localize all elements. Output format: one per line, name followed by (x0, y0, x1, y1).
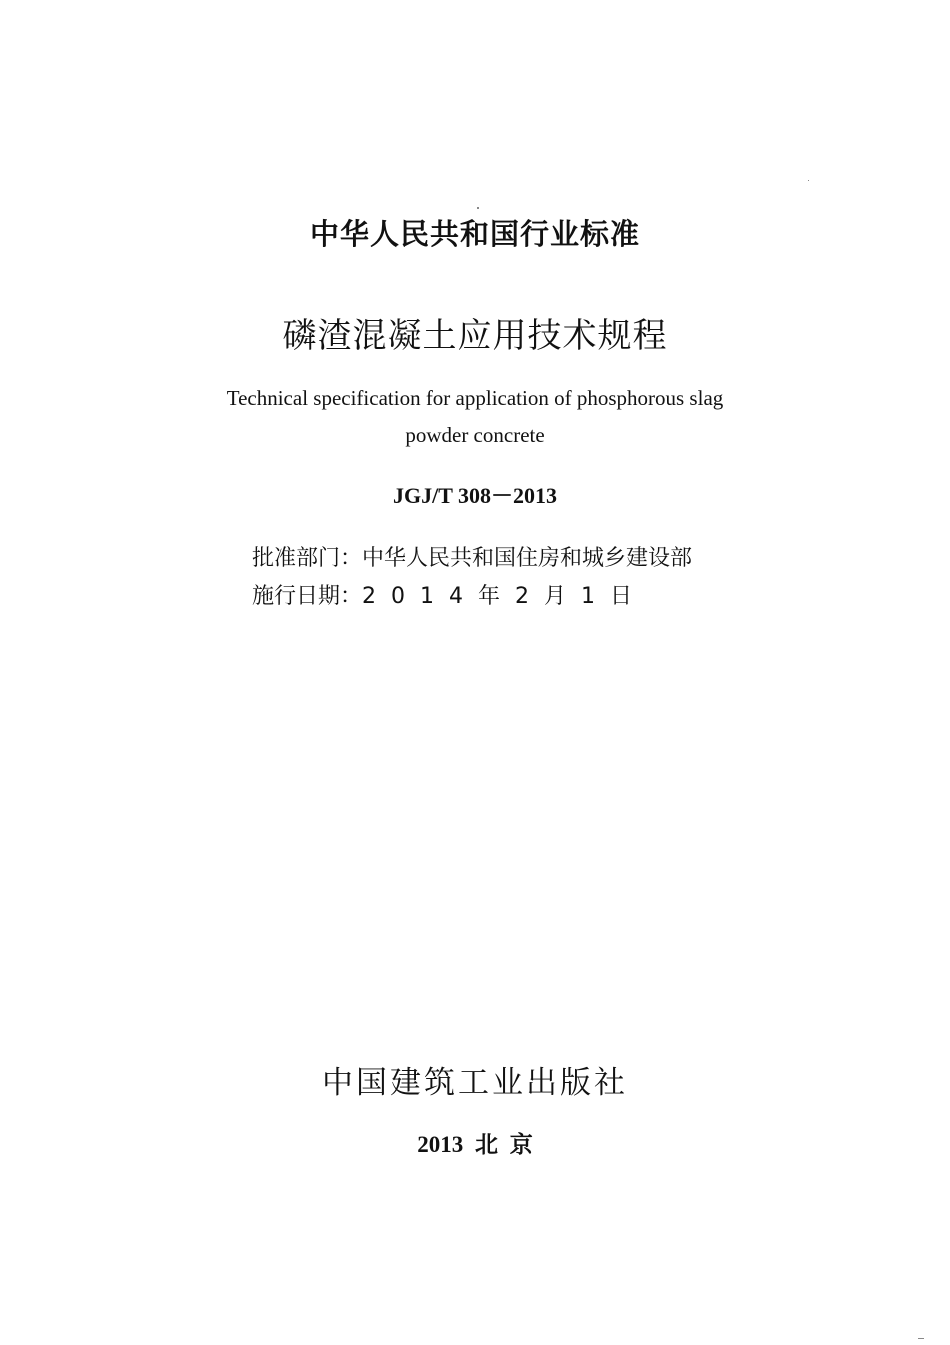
scan-speck (477, 207, 479, 209)
scan-speck (918, 1338, 924, 1339)
standard-category: 中华人民共和国行业标准 (309, 217, 640, 251)
standard-code: JGJ/T 308－2013 (392, 483, 557, 508)
title-english-line2: powder concrete (405, 423, 545, 447)
title-english-line1: Technical specification for application of phosphorous slag (226, 386, 724, 410)
publisher: 中国建筑工业出版社 (322, 1065, 628, 1101)
title-chinese: 磷渣混凝土应用技术规程 (282, 316, 668, 356)
approval-value: 中华人民共和国住房和城乡建设部 (362, 546, 693, 571)
approval-department (252, 541, 692, 572)
effective-date (252, 579, 647, 610)
approval-label: 批准部门： (252, 546, 363, 571)
scan-speck (808, 180, 809, 181)
publication-year-place: 2013 北 京 (417, 1132, 533, 1157)
title-english (0, 380, 950, 454)
effective-value: 2014年2月1日 (362, 584, 647, 609)
effective-label: 施行日期： (252, 584, 363, 609)
